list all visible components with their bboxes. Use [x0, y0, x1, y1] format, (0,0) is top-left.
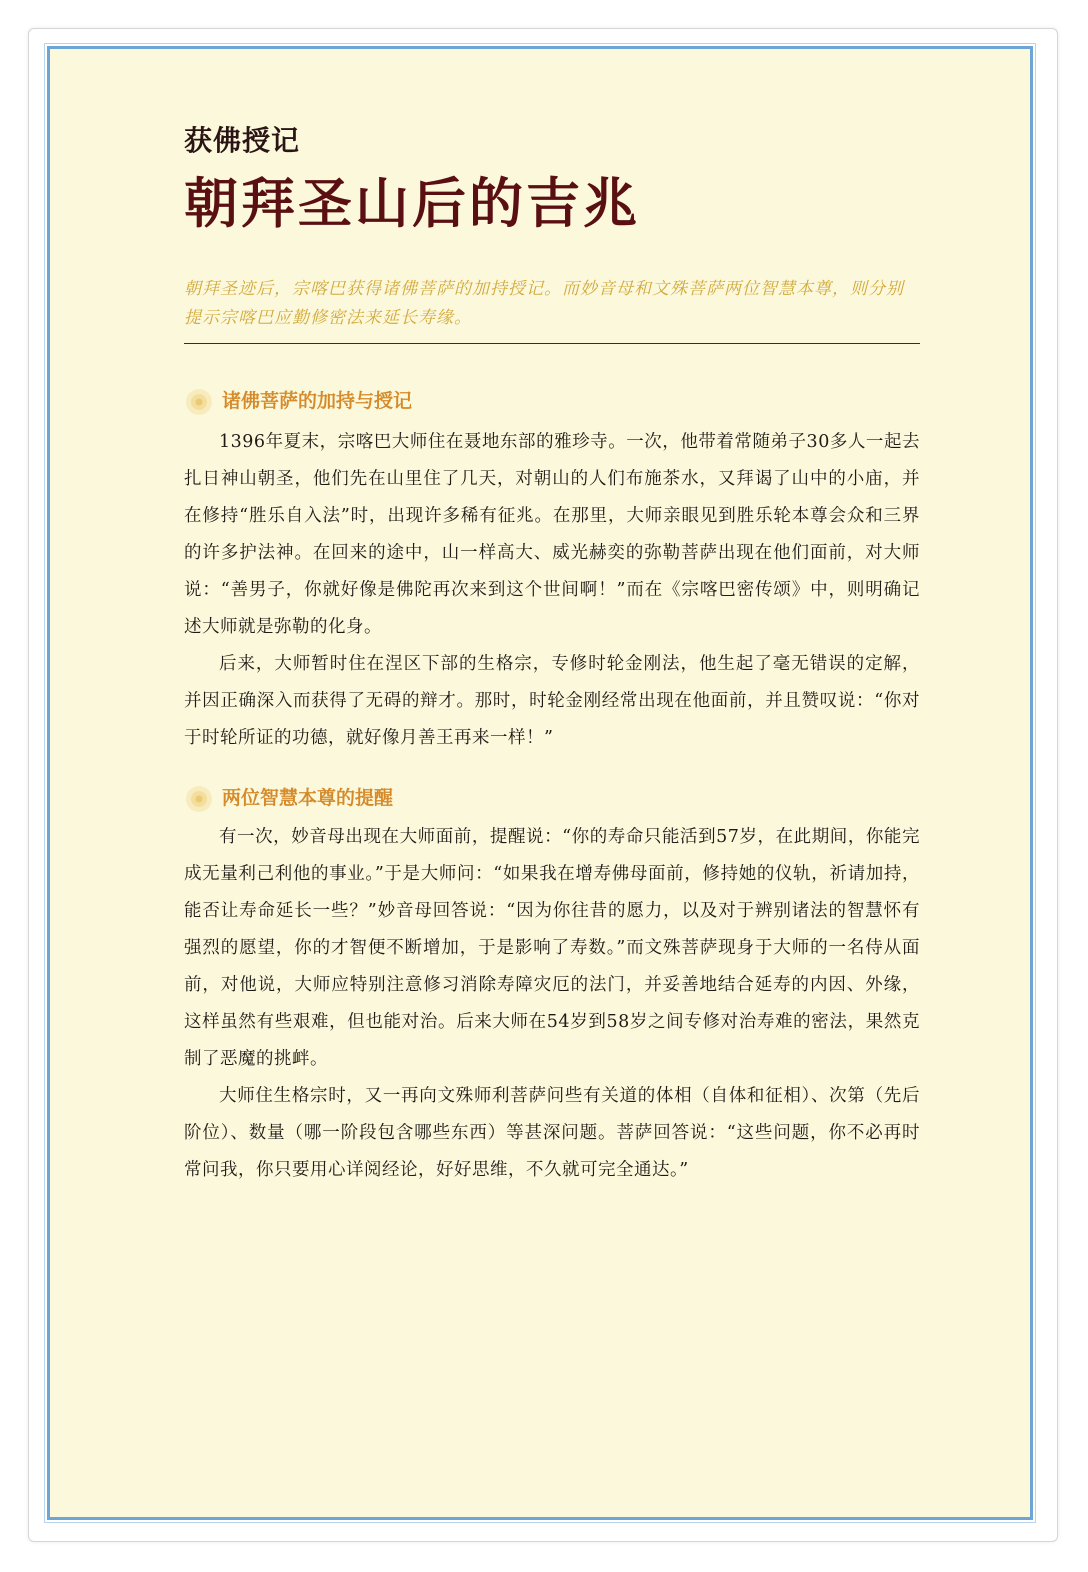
page-content: [184, 121, 920, 1189]
paragraph: 大师住生格宗时，又一再向文殊师利菩萨问些有关道的体相（自体和征相）、次第（先后阶位）、数量（哪一阶段包含哪些东西）等甚深问题。菩萨回答说：“这些问题，你不必再时常问我，你只要用心详阅经论，好好思维，不久就可完全通达。”: [184, 1086, 920, 1180]
section-heading-text: 诸佛菩萨的加持与授记: [222, 390, 413, 412]
divider-rule: [184, 343, 920, 344]
chapter-kicker: 获佛授记: [184, 124, 301, 157]
paragraph: 1396年夏末，宗喀巴大师住在聂地东部的雅珍寺。一次，他带着常随弟子30多人一起去扎日神山朝圣，他们先在山里住了几天，对朝山的人们布施茶水，又拜谒了山中的小庙，并在修持“胜乐自入法”时，出现许多稀有征兆。在那里，大师亲眼见到胜乐轮本尊会众和三界的许多护法神。在回来的途中，山一样高大、威光赫奕的弥勒菩萨出现在他们面前，对大师说：“善男子，你就好像是佛陀再次来到这个世间啊！”而在《宗喀巴密传颂》中，则明确记述大师就是弥勒的化身。: [184, 432, 920, 637]
section-heading-reminder: [184, 783, 920, 813]
lotus-ornament-icon: [184, 387, 214, 417]
paragraph: 有一次，妙音母出现在大师面前，提醒说：“你的寿命只能活到57岁，在此期间，你能完成无量利己利他的事业。”于是大师问：“如果我在增寿佛母面前，修持她的仪轨，祈请加持，能否让寿命延长一些？”妙音母回答说：“因为你往昔的愿力，以及对于辨别诸法的智慧怀有强烈的愿望，你的才智便不断增加，于是影响了寿数。”而文殊菩萨现身于大师的一名侍从面前，对他说，大师应特别注意修习消除寿障灾厄的法门，并妥善地结合延寿的内因、外缘，这样虽然有些艰难，但也能对治。后来大师在54岁到58岁之间专修对治寿难的密法，果然克制了恶魔的挑衅。: [184, 827, 920, 1069]
section-heading-text: 两位智慧本尊的提醒: [222, 787, 394, 809]
paragraph: 后来，大师暂时住在涅区下部的生格宗，专修时轮金刚法，他生起了毫无错误的定解，并因正确深入而获得了无碍的辩才。那时，时轮金刚经常出现在他面前，并且赞叹说：“你对于时轮所证的功德，就好像月善王再来一样！”: [184, 654, 920, 748]
section-heading-blessing: [184, 386, 920, 416]
page-title: 朝拜圣山后的吉兆: [184, 171, 640, 235]
lotus-ornament-icon: [184, 784, 214, 814]
intro-summary: 朝拜圣迹后，宗喀巴获得诸佛菩萨的加持授记。而妙音母和文殊菩萨两位智慧本尊，则分别提示宗喀巴应勤修密法来延长寿缘。: [184, 279, 904, 328]
book-page: [47, 46, 1033, 1520]
